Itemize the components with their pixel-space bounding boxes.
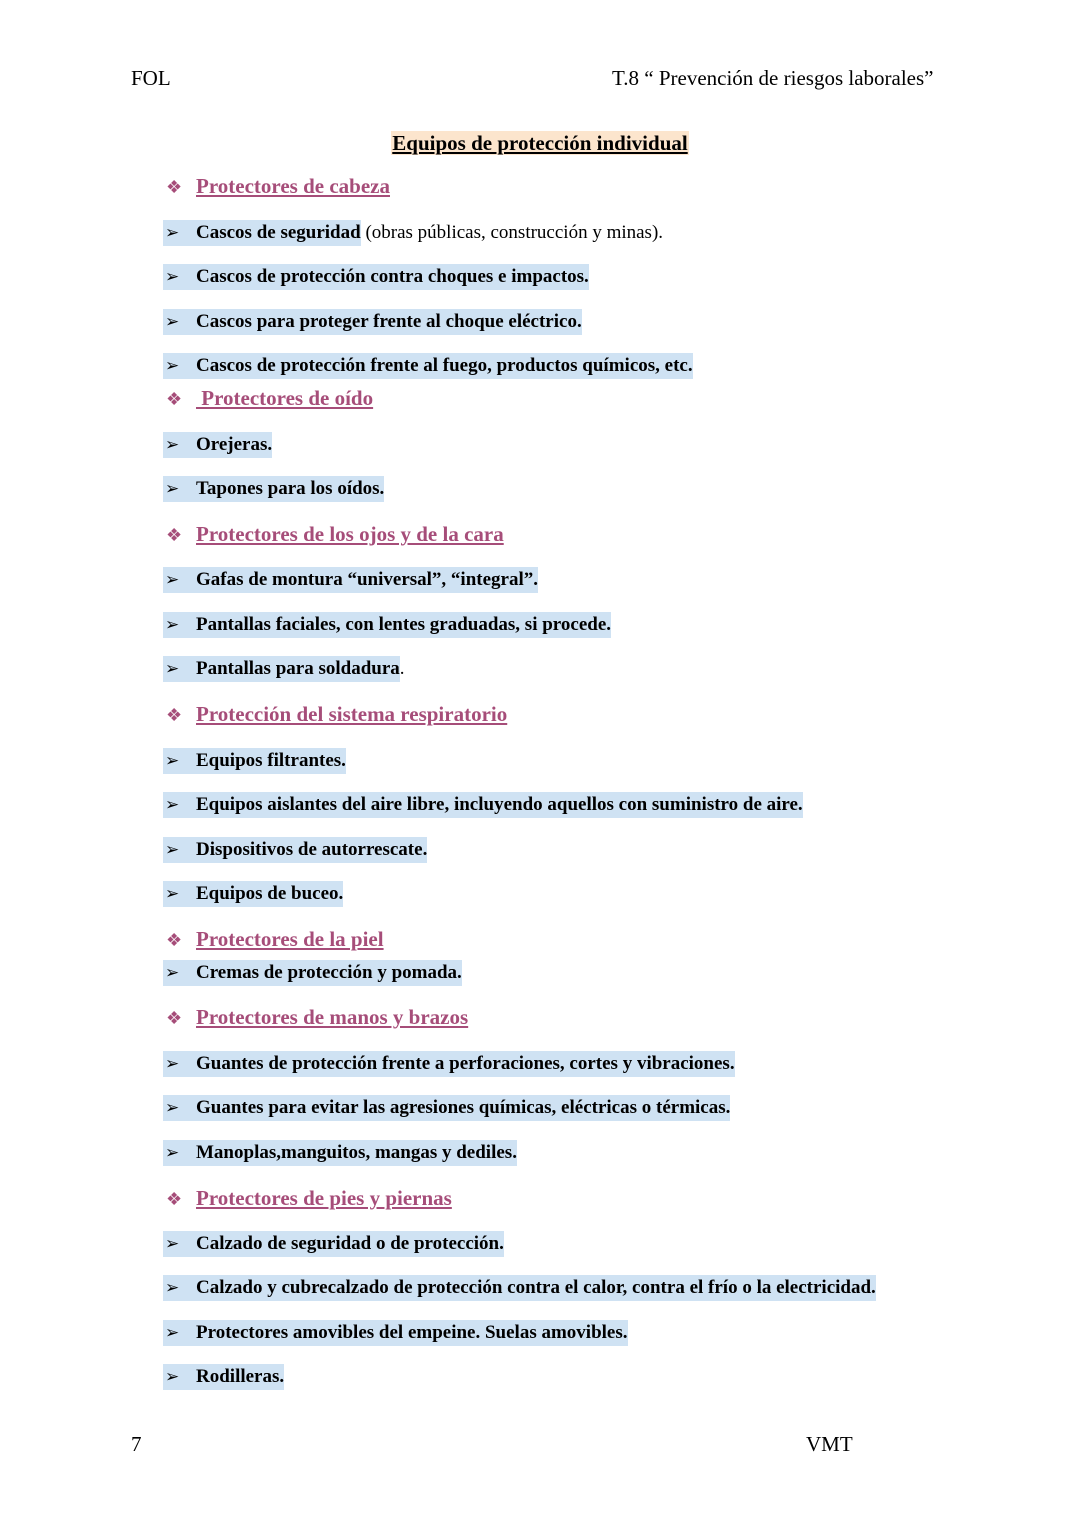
list-item: [163, 1231, 504, 1257]
arrow-bullet-icon: ➢: [165, 1323, 180, 1342]
arrow-bullet-icon: ➢: [165, 570, 180, 589]
arrow-bullet-icon: ➢: [165, 223, 180, 242]
section-heading-text: Protección del sistema respiratorio: [196, 702, 508, 726]
list-item-bold: Dispositivos de autorrescate.: [196, 839, 428, 860]
arrow-bullet-icon: ➢: [165, 1234, 180, 1253]
section-heading: [163, 386, 373, 412]
list-item-bold: Calzado y cubrecalzado de protección contra el calor, contra el frío o la electricidad.: [196, 1277, 876, 1298]
section-heading: [163, 522, 504, 548]
arrow-bullet-icon: ➢: [165, 659, 180, 678]
list-item: [163, 476, 384, 502]
header-subject: FOL: [131, 66, 171, 90]
page-title: [0, 131, 1080, 156]
arrow-bullet-icon: ➢: [165, 1054, 180, 1073]
list-item-highlight: [163, 1320, 628, 1346]
list-item: [163, 656, 405, 682]
section-heading-text: Protectores de la piel: [196, 927, 384, 951]
list-item-highlight: [163, 1140, 517, 1166]
arrow-bullet-icon: ➢: [165, 479, 180, 498]
list-item: [163, 309, 582, 335]
page-title-text: Equipos de protección individual: [392, 131, 688, 155]
section-heading-text: Protectores de manos y brazos: [196, 1005, 469, 1029]
arrow-bullet-icon: ➢: [165, 435, 180, 454]
list-item-bold: Equipos de buceo.: [196, 883, 344, 904]
arrow-bullet-icon: ➢: [165, 1278, 180, 1297]
list-item-highlight: [163, 1095, 730, 1121]
arrow-bullet-icon: ➢: [165, 1367, 180, 1386]
diamond-bullet-icon: ❖: [166, 705, 183, 725]
list-item: [163, 353, 693, 379]
list-item-highlight: [163, 748, 346, 774]
diamond-bullet-icon: ❖: [166, 1008, 183, 1028]
list-item-bold: Calzado de seguridad o de protección.: [196, 1233, 504, 1254]
list-item: [163, 792, 803, 818]
list-item: [163, 432, 272, 458]
diamond-bullet-icon: ❖: [166, 930, 183, 950]
list-item-highlight: [163, 309, 582, 335]
section-heading-text: Protectores de pies y piernas: [196, 1186, 452, 1210]
list-item: [163, 1320, 628, 1346]
arrow-bullet-icon: ➢: [165, 356, 180, 375]
section-heading: [163, 927, 384, 953]
list-item-highlight: [163, 1051, 735, 1077]
list-item-bold: Cascos de seguridad: [196, 222, 361, 243]
list-item-highlight: [163, 476, 384, 502]
list-item-highlight: [163, 881, 343, 907]
list-item-highlight: [163, 1364, 284, 1390]
arrow-bullet-icon: ➢: [165, 1143, 180, 1162]
list-item-highlight: [163, 220, 361, 246]
list-item-highlight: [163, 837, 427, 863]
list-item-bold: Equipos aislantes del aire libre, incluyendo aquellos con suministro de aire.: [196, 794, 803, 815]
header-topic: T.8 “ Prevención de riesgos laborales”: [612, 66, 934, 90]
arrow-bullet-icon: ➢: [165, 840, 180, 859]
list-item-highlight: [163, 1275, 876, 1301]
list-item-bold: Gafas de montura “universal”, “integral”.: [196, 569, 538, 590]
arrow-bullet-icon: ➢: [165, 963, 180, 982]
diamond-bullet-icon: ❖: [166, 1189, 183, 1209]
list-item: [163, 837, 427, 863]
section-heading: [163, 1005, 468, 1031]
list-item-highlight: [163, 1231, 504, 1257]
list-item-highlight: [163, 960, 462, 986]
list-item-normal: .: [399, 658, 405, 679]
list-item-bold: Guantes para evitar las agresiones químicas, eléctricas o térmicas.: [196, 1097, 731, 1118]
list-item-bold: Cremas de protección y pomada.: [196, 962, 462, 983]
diamond-bullet-icon: ❖: [166, 389, 183, 409]
list-item: [163, 748, 346, 774]
list-item: [163, 264, 589, 290]
arrow-bullet-icon: ➢: [165, 795, 180, 814]
arrow-bullet-icon: ➢: [165, 1098, 180, 1117]
list-item-highlight: [163, 264, 589, 290]
footer-author: VMT: [806, 1432, 853, 1456]
section-heading: [163, 702, 507, 728]
list-item: [163, 1051, 735, 1077]
arrow-bullet-icon: ➢: [165, 267, 180, 286]
diamond-bullet-icon: ❖: [166, 525, 183, 545]
list-item-bold: Pantallas faciales, con lentes graduadas, si procede.: [196, 614, 612, 635]
list-item: [163, 1364, 284, 1390]
list-item-bold: Equipos filtrantes.: [196, 750, 346, 771]
list-item-bold: Cascos para proteger frente al choque eléctrico.: [196, 311, 582, 332]
list-item-highlight: [163, 612, 611, 638]
section-heading-text: Protectores de los ojos y de la cara: [196, 522, 504, 546]
list-item-bold: Cascos de protección contra choques e impactos.: [196, 266, 589, 287]
list-item-bold: Tapones para los oídos.: [196, 478, 385, 499]
arrow-bullet-icon: ➢: [165, 312, 180, 331]
list-item-bold: Orejeras.: [196, 434, 273, 455]
list-item-bold: Protectores amovibles del empeine. Suelas amovibles.: [196, 1322, 628, 1343]
list-item-highlight: [163, 567, 538, 593]
section-heading: [163, 1186, 452, 1212]
list-item: [163, 567, 538, 593]
list-item: [163, 1140, 517, 1166]
arrow-bullet-icon: ➢: [165, 751, 180, 770]
section-heading: [163, 174, 390, 200]
list-item-bold: Guantes de protección frente a perforaciones, cortes y vibraciones.: [196, 1053, 735, 1074]
section-heading-text: Protectores de cabeza: [196, 174, 390, 198]
arrow-bullet-icon: ➢: [165, 884, 180, 903]
diamond-bullet-icon: ❖: [166, 177, 183, 197]
list-item: [163, 220, 663, 246]
list-item-bold: Manoplas,manguitos, mangas y dediles.: [196, 1142, 517, 1163]
list-item-highlight: [163, 792, 803, 818]
list-item-bold: Pantallas para soldadura: [196, 658, 400, 679]
list-item-highlight: [163, 353, 693, 379]
list-item-bold: Rodilleras.: [196, 1366, 285, 1387]
page-number: 7: [131, 1432, 142, 1456]
list-item: [163, 960, 462, 986]
arrow-bullet-icon: ➢: [165, 615, 180, 634]
list-item-normal: (obras públicas, construcción y minas).: [360, 222, 664, 243]
list-item-highlight: [163, 656, 400, 682]
list-item: [163, 1095, 730, 1121]
list-item: [163, 881, 343, 907]
list-item: [163, 612, 611, 638]
list-item-highlight: [163, 432, 272, 458]
list-item-bold: Cascos de protección frente al fuego, productos químicos, etc.: [196, 355, 693, 376]
section-heading-text: Protectores de oído: [196, 386, 374, 410]
list-item: [163, 1275, 876, 1301]
